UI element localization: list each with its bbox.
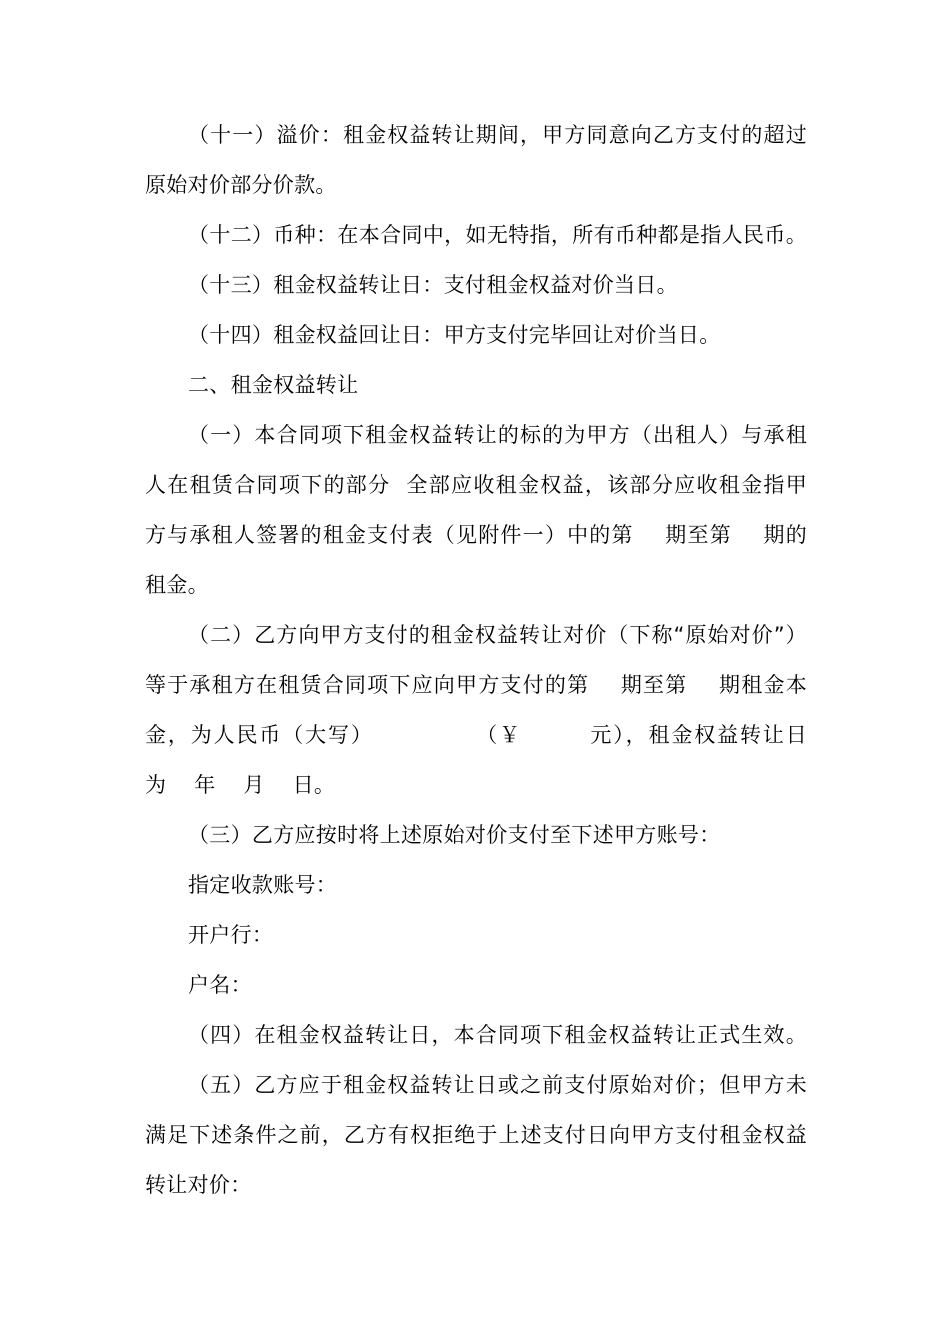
section-2-item-4: （四）在租金权益转让日，本合同项下租金权益转让正式生效。 xyxy=(188,1023,807,1047)
account-number-label: 指定收款账号： xyxy=(188,873,338,897)
section-heading: 二、租金权益转让 xyxy=(188,373,359,397)
section-2-item-3: （三）乙方应按时将上述原始对价支付至下述甲方账号： xyxy=(188,823,721,847)
section-2-item-1-line-3: 方与承租人签署的租金支付表（见附件一）中的第 期至第 期的 xyxy=(145,523,807,547)
bank-label: 开户行： xyxy=(188,923,274,947)
section-2-item-5-line-3: 转让对价： xyxy=(145,1173,252,1197)
section-2-item-1-line-2: 人在租赁合同项下的部分 全部应收租金权益，该部分应收租金指甲 xyxy=(145,473,807,497)
clause-11-line-1: （十一）溢价：租金权益转让期间，甲方同意向乙方支付的超过 xyxy=(188,123,807,147)
section-2-item-2-line-2: 等于承租方在租赁合同项下应向甲方支付的第 期至第 期租金本 xyxy=(145,673,807,697)
section-2-item-2-line-4: 为 年 月 日。 xyxy=(145,773,336,797)
account-name-label: 户名： xyxy=(188,973,252,997)
section-2-item-1-line-1: （一）本合同项下租金权益转让的标的为甲方（出租人）与承租 xyxy=(188,423,807,447)
section-2-item-1-line-4: 租金。 xyxy=(145,573,209,597)
clause-13: （十三）租金权益转让日：支付租金权益对价当日。 xyxy=(188,273,678,297)
section-2-item-5-line-2: 满足下述条件之前，乙方有权拒绝于上述支付日向甲方支付租金权益 xyxy=(145,1123,807,1147)
section-2-item-5-line-1: （五）乙方应于租金权益转让日或之前支付原始对价；但甲方未 xyxy=(188,1073,807,1097)
section-2-item-2-line-1: （二）乙方向甲方支付的租金权益转让对价（下称“原始对价”） xyxy=(188,623,807,647)
clause-12: （十二）币种：在本合同中，如无特指，所有币种都是指人民币。 xyxy=(188,223,807,247)
clause-11-line-2: 原始对价部分价款。 xyxy=(145,173,337,197)
section-2-item-2-line-3: 金，为人民币（大写） （￥ 元），租金权益转让日 xyxy=(145,723,807,747)
clause-14: （十四）租金权益回让日：甲方支付完毕回让对价当日。 xyxy=(188,323,721,347)
